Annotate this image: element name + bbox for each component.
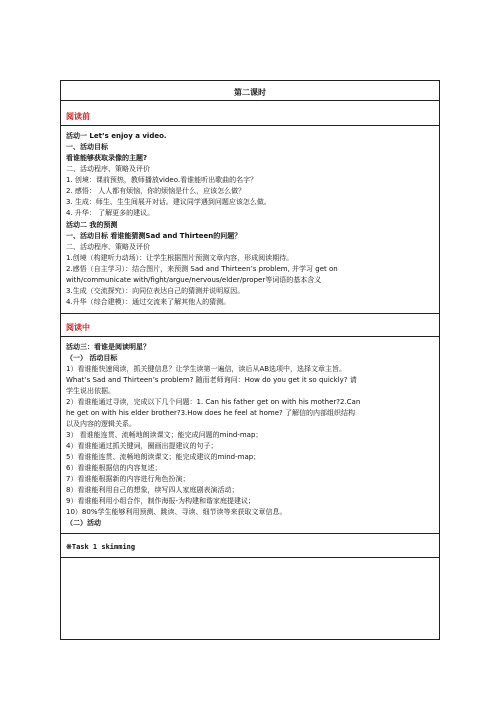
activity-3-item: 1）看谁能快速阅读，抓关键信息？让学生读第一遍信，读后从AB选项中，选择文章主旨。 <box>66 365 347 373</box>
activity-2-item: with/communicate with/fight/argue/nervous/elder/proper等词语的基本含义 <box>66 276 322 284</box>
section-divider <box>61 557 439 558</box>
activity-2-item: 3.生成（交流探究）：向同位表达自己的猜测并说明原因。 <box>66 287 245 295</box>
section-during-reading: 阅读中 <box>66 323 90 332</box>
activity-2-procedure-head: 二、活动程序、策略及评价 <box>66 243 150 251</box>
activity-3-item: he get on with his elder brother?3.How does he feel at home? 了解信的内部组织结构 <box>66 409 355 417</box>
activity-2-item: 2.感悟（自主学习）：结合图片，来预测 Sad and Thirteen’s problem, 并学习 get on <box>66 265 338 273</box>
section-divider <box>61 533 439 534</box>
activity-3-item: 以及内容的逻辑关系。 <box>66 420 136 428</box>
activity-3-heading: 活动三：看谁是阅读明星？ <box>66 343 150 351</box>
activity-3-item: 7）看谁能根据新的内容进行角色扮演； <box>66 475 190 483</box>
activity-3-item: 学生说出依据。 <box>66 387 115 395</box>
title-divider <box>61 100 439 101</box>
activity-3-item: 9）看谁能利用小组合作，制作海报-为构建和谐家庭提建议； <box>66 497 255 505</box>
activity-3-activity-head: （二）活动 <box>66 519 101 527</box>
activity-3-item: 2）看谁能通过寻读，完成以下几个问题：1. Can his father get on with his mother?2.Can <box>66 398 361 406</box>
activity-1-item: 1. 创境：课前预热，教师播放video.看谁能听出歌曲的名字？ <box>66 176 258 184</box>
section-before-reading: 阅读前 <box>66 112 90 121</box>
activity-2-goal-head: 一、活动目标 看谁能猜测Sad and Thirteen的问题？ <box>66 232 242 240</box>
activity-1-procedure-head: 二、活动程序、策略及评价 <box>66 165 150 173</box>
activity-3-item: 5）看谁能连贯、流畅地朗读课文；能完成建议的mind-map； <box>66 453 261 461</box>
section-divider <box>61 313 439 314</box>
activity-3-item: 8）看谁能利用自己的想象，续写四人家庭剧表演活动； <box>66 486 239 494</box>
activity-1-item: 4. 升华： 了解更多的建议。 <box>66 209 155 217</box>
task-1-heading: ※Task 1 skimming <box>66 543 136 551</box>
activity-3-item: 3） 看谁能连贯、流畅地朗读课文；能完成问题的mind-map； <box>66 431 263 439</box>
activity-1-item: 2. 感悟： 人人都有烦恼，你的烦恼是什么，应该怎么做？ <box>66 187 246 195</box>
activity-1-item: 3. 生成：师生、生生间展开对话。建议同学遇到问题应该怎么做。 <box>66 198 271 206</box>
activity-3-item: What’s Sad and Thirteen’s problem? 随而老师询问：How do you get it so quickly? 请 <box>66 376 357 384</box>
activity-3-item: 10）80%学生能够利用预测、跳读、寻读、细节读等来获取文章信息。 <box>66 508 287 516</box>
activity-3-item: 6）看谁能根据信的内容复述； <box>66 464 162 472</box>
section-divider <box>61 336 439 337</box>
activity-2-item: 4.升华（综合建模）：通过交流来了解其他人的猜测。 <box>66 298 231 306</box>
page-title: 第二课时 <box>234 88 266 97</box>
activity-2-heading: 活动二 我的预测 <box>66 221 118 229</box>
activity-2-item: 1.创境（构建听力动场）：让学生根据图片预测文章内容，形成阅读期待。 <box>66 254 294 262</box>
activity-1-goal: 看谁能够获取录像的主题? <box>66 154 148 162</box>
section-divider <box>61 125 439 126</box>
activity-1-goal-head: 一、活动目标 <box>66 143 108 151</box>
activity-3-item: 4）看谁能通过抓关键词，圈画出提建议的句子； <box>66 442 218 450</box>
activity-1-heading: 活动一 Let’s enjoy a video. <box>66 132 167 140</box>
activity-3-goal-head: （一） 活动目标 <box>66 354 118 362</box>
lesson-plan-table <box>60 80 440 640</box>
